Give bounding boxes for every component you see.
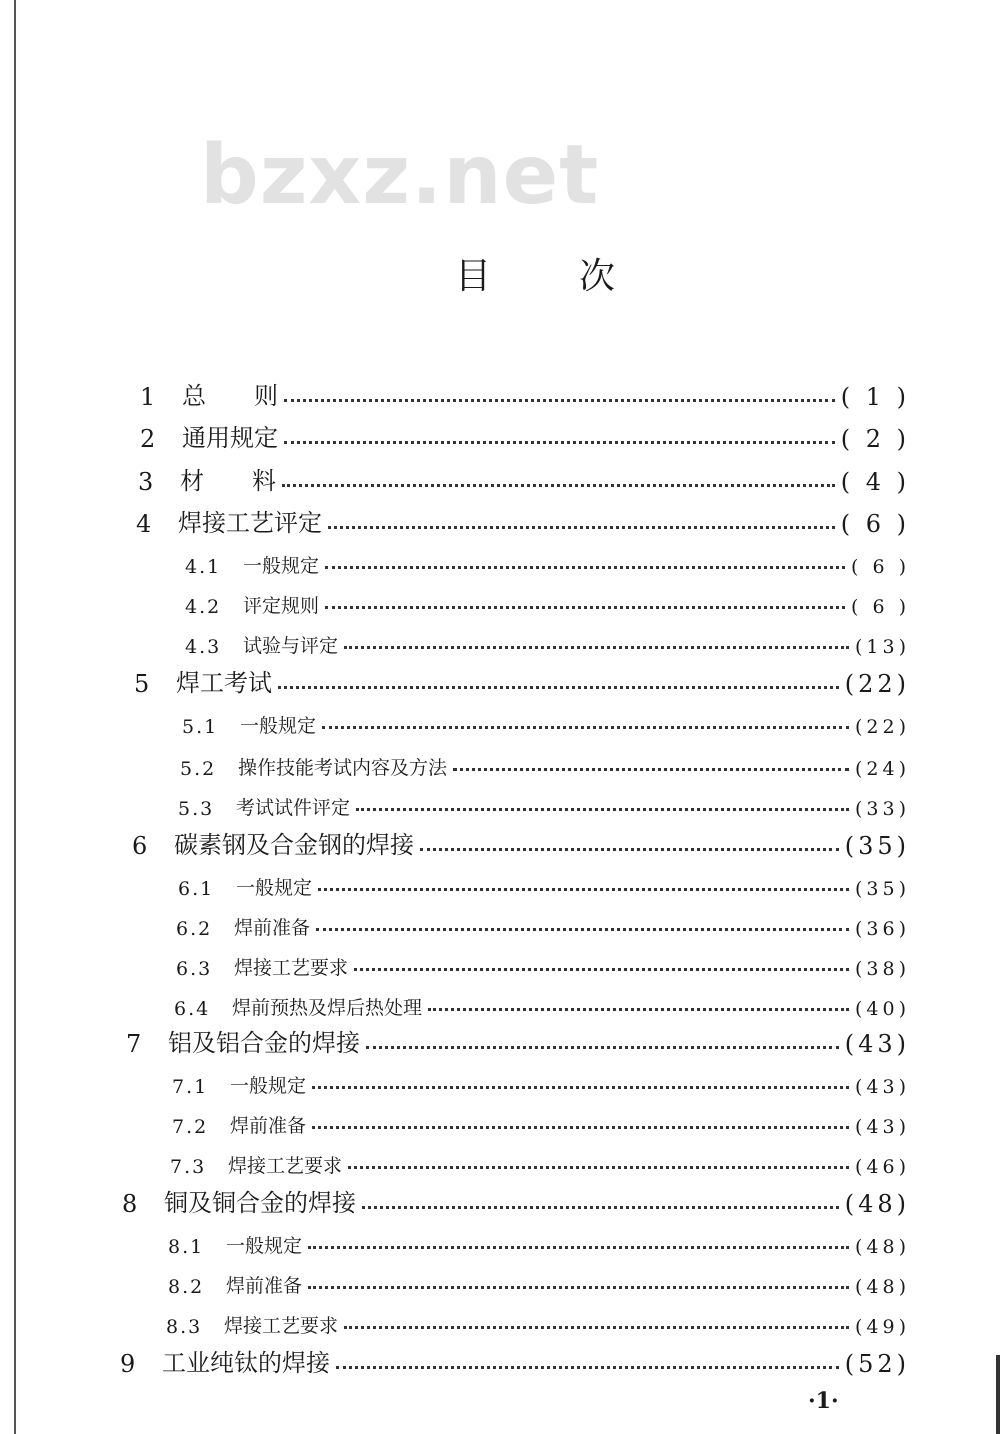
toc-leader-dots [344, 1326, 849, 1329]
toc-leader-dots [312, 1126, 849, 1129]
toc-entry-label: 焊接工艺要求 [234, 957, 349, 979]
toc-section-entry [174, 982, 910, 1020]
toc-entry-label: 焊前准备 [234, 917, 311, 939]
toc-section-entry [176, 942, 910, 980]
toc-entry-number: 7 [126, 1030, 142, 1058]
toc-leader-dots [420, 848, 839, 851]
toc-entry-number: 9 [120, 1350, 136, 1378]
toc-entry-number: 8 [122, 1190, 138, 1218]
toc-entry-number: 4.2 [185, 596, 222, 618]
toc-entry-number: 6 [132, 832, 148, 860]
toc-leader-dots [278, 686, 839, 689]
toc-section-entry [185, 620, 910, 658]
toc-entry-page: ( 6 ) [851, 596, 910, 618]
toc-entry-page: (48) [854, 1276, 910, 1298]
toc-section-entry [178, 782, 910, 820]
toc-entry-label: 一般规定 [230, 1075, 307, 1097]
toc-leader-dots [316, 928, 849, 931]
toc-entry-number: 5.3 [178, 798, 215, 820]
toc-entry-page: (33) [854, 798, 910, 820]
toc-entry-label: 一般规定 [240, 715, 317, 737]
toc-entry-label: 焊前预热及焊后热处理 [232, 997, 423, 1019]
toc-section-entry [185, 580, 910, 618]
toc-entry-label: 总 则 [182, 382, 278, 410]
toc-entry-label: 铝及铝合金的焊接 [168, 1029, 360, 1057]
toc-entry-label: 评定规则 [243, 595, 320, 617]
toc-entry-label: 通用规定 [182, 424, 278, 452]
toc-leader-dots [284, 441, 835, 444]
toc-entry-label: 一般规定 [226, 1235, 303, 1257]
toc-entry-label: 铜及铜合金的焊接 [164, 1189, 356, 1217]
toc-chapter-entry [120, 1340, 910, 1378]
toc-entry-page: ( 2 ) [840, 425, 910, 453]
toc-leader-dots [322, 726, 849, 729]
toc-entry-page: (43) [854, 1076, 910, 1098]
toc-entry-number: 8.1 [168, 1236, 205, 1258]
toc-entry-number: 7.3 [170, 1156, 207, 1178]
toc-section-entry [170, 1140, 910, 1178]
toc-leader-dots [336, 1366, 839, 1369]
toc-entry-number: 6.4 [174, 998, 211, 1020]
title-char-2: 次 [578, 256, 615, 297]
toc-entry-page: (43) [844, 1030, 910, 1058]
toc-section-entry [172, 1100, 910, 1138]
toc-leader-dots [284, 399, 835, 402]
toc-leader-dots [308, 1246, 849, 1249]
toc-leader-dots [428, 1008, 849, 1011]
toc-entry-page: (46) [854, 1156, 910, 1178]
toc-section-entry [180, 742, 910, 780]
toc-leader-dots [366, 1046, 839, 1049]
toc-leader-dots [356, 808, 849, 811]
toc-entry-page: ( 1 ) [840, 383, 910, 411]
toc-entry-page: (13) [854, 636, 910, 658]
toc-leader-dots [328, 526, 835, 529]
toc-leader-dots [318, 888, 849, 891]
toc-entry-label: 焊前准备 [226, 1275, 303, 1297]
toc-section-entry [176, 902, 910, 940]
toc-entry-page: (36) [854, 918, 910, 940]
toc-entry-page: (38) [854, 958, 910, 980]
toc-leader-dots [325, 606, 845, 609]
toc-entry-label: 焊接工艺评定 [178, 509, 322, 537]
toc-entry-number: 4.3 [185, 636, 222, 658]
toc-section-entry [168, 1220, 910, 1258]
toc-leader-dots [282, 484, 835, 487]
toc-entry-page: (48) [844, 1190, 910, 1218]
toc-entry-page: ( 4 ) [840, 468, 910, 496]
toc-entry-page: (22) [844, 670, 910, 698]
toc-entry-label: 焊工考试 [176, 669, 272, 697]
toc-section-entry [172, 1060, 910, 1098]
toc-section-entry [168, 1260, 910, 1298]
toc-entry-label: 考试试件评定 [236, 797, 351, 819]
toc-entry-page: (22) [854, 716, 910, 738]
toc-chapter-entry [140, 373, 910, 411]
page-number: ·1· [808, 1388, 839, 1414]
title-char-1: 目 [455, 256, 492, 297]
toc-entry-page: (52) [844, 1350, 910, 1378]
toc-entry-label: 工业纯钛的焊接 [162, 1349, 330, 1377]
toc-chapter-entry [126, 1020, 910, 1058]
toc-leader-dots [354, 968, 849, 971]
toc-leader-dots [312, 1086, 849, 1089]
toc-entry-page: (40) [854, 998, 910, 1020]
toc-leader-dots [362, 1206, 839, 1209]
toc-entry-number: 8.2 [168, 1276, 205, 1298]
toc-entry-number: 1 [140, 383, 156, 411]
toc-entry-number: 8.3 [166, 1316, 203, 1338]
toc-entry-number: 7.2 [172, 1116, 209, 1138]
toc-chapter-entry [134, 660, 910, 698]
toc-entry-label: 一般规定 [236, 877, 313, 899]
toc-entry-page: (48) [854, 1236, 910, 1258]
toc-entry-page: ( 6 ) [840, 510, 910, 538]
toc-chapter-entry [122, 1180, 910, 1218]
toc-entry-label: 焊接工艺要求 [224, 1315, 339, 1337]
toc-entry-number: 5 [134, 670, 150, 698]
toc-entry-number: 3 [138, 468, 154, 496]
watermark: bzxz.net [200, 128, 600, 223]
toc-entry-label: 材 料 [180, 467, 276, 495]
toc-entry-label: 碳素钢及合金钢的焊接 [174, 831, 414, 859]
toc-section-entry [178, 862, 910, 900]
toc-entry-number: 4 [136, 510, 152, 538]
toc-entry-number: 7.1 [172, 1076, 209, 1098]
toc-entry-label: 试验与评定 [243, 635, 339, 657]
toc-entry-page: (35) [844, 832, 910, 860]
toc-entry-number: 5.2 [180, 758, 217, 780]
toc-entry-label: 焊接工艺要求 [228, 1155, 343, 1177]
toc-leader-dots [348, 1166, 849, 1169]
toc-chapter-entry [140, 415, 910, 453]
toc-entry-page: ( 6 ) [851, 556, 910, 578]
toc-chapter-entry [138, 458, 910, 496]
toc-entry-number: 4.1 [185, 556, 222, 578]
toc-leader-dots [453, 768, 849, 771]
toc-entry-number: 5.1 [182, 716, 219, 738]
toc-section-entry [166, 1300, 910, 1338]
toc-entry-label: 操作技能考试内容及方法 [238, 757, 448, 779]
toc-chapter-entry [136, 500, 910, 538]
toc-leader-dots [325, 566, 845, 569]
toc-entry-page: (49) [854, 1316, 910, 1338]
toc-entry-number: 2 [140, 425, 156, 453]
toc-section-entry [182, 700, 910, 738]
toc-entry-page: (24) [854, 758, 910, 780]
toc-entry-number: 6.2 [176, 918, 213, 940]
toc-entry-label: 一般规定 [243, 555, 320, 577]
toc-entry-page: (35) [854, 878, 910, 900]
toc-entry-number: 6.3 [176, 958, 213, 980]
toc-leader-dots [344, 646, 849, 649]
toc-section-entry [185, 540, 910, 578]
toc-entry-label: 焊前准备 [230, 1115, 307, 1137]
toc-chapter-entry [132, 822, 910, 860]
toc-entry-number: 6.1 [178, 878, 215, 900]
toc-entry-page: (43) [854, 1116, 910, 1138]
toc-leader-dots [308, 1286, 849, 1289]
